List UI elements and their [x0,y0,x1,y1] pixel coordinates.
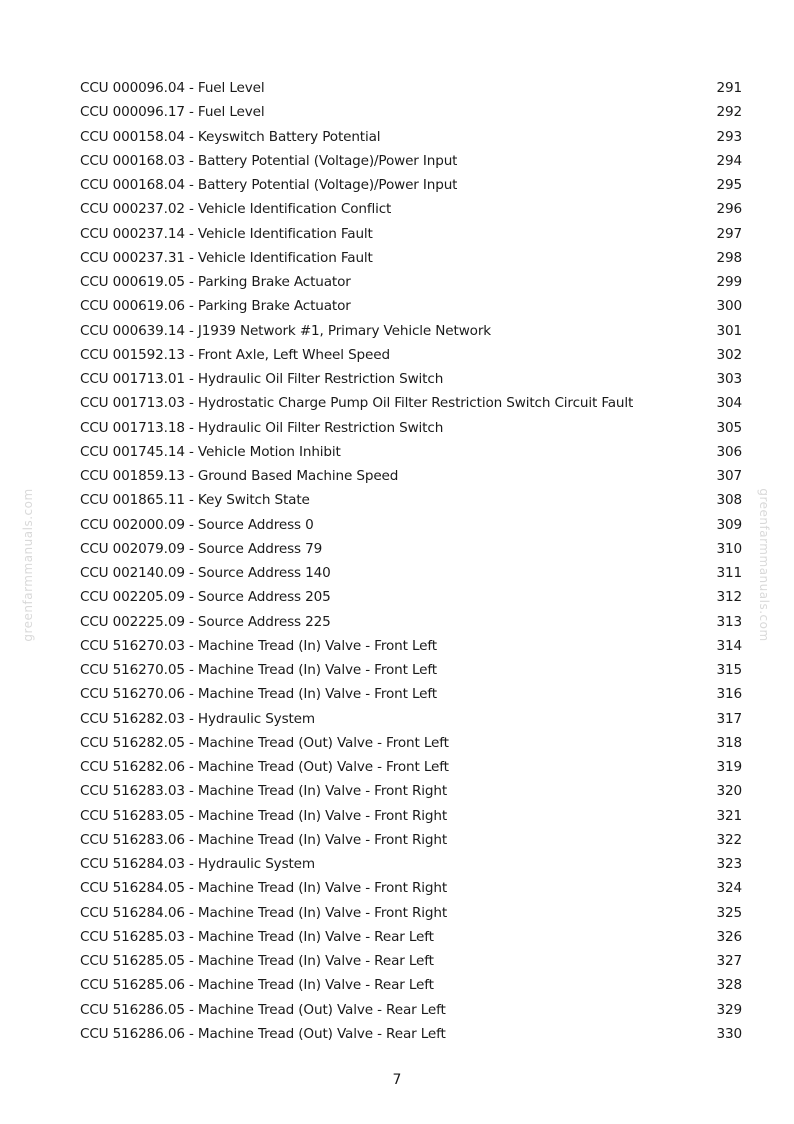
toc-entry-page: 301 [716,322,742,339]
toc-entry-title: CCU 516270.03 - Machine Tread (In) Valve - Front Left [80,637,437,654]
toc-entry-title: CCU 516270.06 - Machine Tread (In) Valve - Front Left [80,686,437,703]
toc-entry[interactable] [80,246,742,270]
toc-entry[interactable] [80,197,742,221]
toc-entry[interactable] [80,173,742,197]
toc-entry-title: CCU 001859.13 - Ground Based Machine Speed [80,468,399,485]
toc-entry-title: CCU 000096.17 - Fuel Level [80,104,265,121]
toc-entry-page: 313 [716,613,742,630]
toc-entry-page: 293 [716,128,742,145]
toc-entry-title: CCU 001865.11 - Key Switch State [80,492,310,509]
toc-entry-title: CCU 000168.03 - Battery Potential (Voltage)/Power Input [80,152,458,169]
toc-entry-page: 296 [716,201,742,218]
toc-entry-title: CCU 000639.14 - J1939 Network #1, Primary Vehicle Network [80,322,491,339]
toc-entry-title: CCU 516270.05 - Machine Tread (In) Valve - Front Left [80,662,437,679]
toc-entry[interactable] [80,100,742,124]
toc-entry[interactable] [80,901,742,925]
toc-entry-title: CCU 516283.06 - Machine Tread (In) Valve - Front Right [80,831,448,848]
toc-entry-page: 328 [716,977,742,994]
toc-entry-title: CCU 516286.06 - Machine Tread (Out) Valve - Rear Left [80,1025,446,1042]
page-number: 7 [392,1072,402,1088]
toc-entry-page: 306 [716,443,742,460]
toc-entry-page: 308 [716,492,742,509]
toc-entry-page: 315 [716,662,742,679]
toc-entry-page: 303 [716,371,742,388]
toc-entry[interactable] [80,391,742,415]
toc-entry[interactable] [80,367,742,391]
toc-entry-title: CCU 002079.09 - Source Address 79 [80,540,323,557]
toc-entry-title: CCU 516284.05 - Machine Tread (In) Valve - Front Right [80,880,448,897]
toc-entry[interactable] [80,585,742,609]
watermark-right: greenfarmmanuals.com [757,488,771,642]
toc-entry-page: 304 [716,395,742,412]
toc-entry[interactable] [80,222,742,246]
toc-entry[interactable] [80,925,742,949]
toc-entry[interactable] [80,804,742,828]
toc-entry-page: 314 [716,637,742,654]
toc-entry-page: 330 [716,1025,742,1042]
toc-entry-page: 326 [716,928,742,945]
toc-entry-title: CCU 516282.03 - Hydraulic System [80,710,315,727]
toc-entry-page: 297 [716,225,742,242]
toc-entry-title: CCU 516284.03 - Hydraulic System [80,856,315,873]
toc-entry[interactable] [80,149,742,173]
toc-entry[interactable] [80,998,742,1022]
toc-entry[interactable] [80,464,742,488]
toc-entry-title: CCU 002225.09 - Source Address 225 [80,613,331,630]
toc-entry[interactable] [80,779,742,803]
toc-entry-title: CCU 002000.09 - Source Address 0 [80,516,314,533]
toc-entry-page: 309 [716,516,742,533]
toc-entry-title: CCU 001745.14 - Vehicle Motion Inhibit [80,443,341,460]
toc-entry-page: 325 [716,904,742,921]
toc-entry-title: CCU 000158.04 - Keyswitch Battery Potential [80,128,381,145]
toc-entry[interactable] [80,755,742,779]
toc-entry[interactable] [80,76,742,100]
toc-entry[interactable] [80,731,742,755]
toc-entry[interactable] [80,561,742,585]
toc-entry-page: 319 [716,759,742,776]
toc-entry-page: 311 [716,565,742,582]
toc-entry-title: CCU 001713.03 - Hydrostatic Charge Pump Oil Filter Restriction Switch Circuit Fault [80,395,634,412]
toc-entry-page: 299 [716,274,742,291]
toc-entry-page: 312 [716,589,742,606]
toc-entry[interactable] [80,488,742,512]
toc-entry-page: 317 [716,710,742,727]
toc-entry-page: 316 [716,686,742,703]
toc-entry-page: 300 [716,298,742,315]
toc-entry-title: CCU 000237.31 - Vehicle Identification Fault [80,249,373,266]
toc-entry[interactable] [80,513,742,537]
table-of-contents [80,76,742,1046]
toc-entry[interactable] [80,707,742,731]
toc-entry-title: CCU 000237.14 - Vehicle Identification Fault [80,225,373,242]
toc-entry[interactable] [80,876,742,900]
toc-entry-page: 294 [716,152,742,169]
toc-entry[interactable] [80,319,742,343]
toc-entry[interactable] [80,610,742,634]
toc-entry-title: CCU 516284.06 - Machine Tread (In) Valve - Front Right [80,904,448,921]
toc-entry[interactable] [80,294,742,318]
toc-entry[interactable] [80,343,742,367]
toc-entry-title: CCU 000619.06 - Parking Brake Actuator [80,298,351,315]
toc-entry-page: 318 [716,734,742,751]
toc-entry-title: CCU 516282.06 - Machine Tread (Out) Valve - Front Left [80,759,449,776]
toc-entry-page: 295 [716,177,742,194]
toc-entry[interactable] [80,852,742,876]
toc-entry-page: 324 [716,880,742,897]
toc-entry-title: CCU 516285.03 - Machine Tread (In) Valve - Rear Left [80,928,434,945]
toc-entry-title: CCU 001713.01 - Hydraulic Oil Filter Restriction Switch [80,371,444,388]
toc-entry-page: 320 [716,783,742,800]
toc-entry-page: 291 [716,80,742,97]
toc-entry[interactable] [80,682,742,706]
toc-entry-title: CCU 000096.04 - Fuel Level [80,80,265,97]
toc-entry-title: CCU 002205.09 - Source Address 205 [80,589,331,606]
toc-entry[interactable] [80,125,742,149]
toc-entry-page: 321 [716,807,742,824]
toc-entry[interactable] [80,634,742,658]
toc-entry-page: 323 [716,856,742,873]
toc-entry[interactable] [80,1022,742,1046]
toc-entry-page: 305 [716,419,742,436]
toc-entry[interactable] [80,416,742,440]
toc-entry-page: 322 [716,831,742,848]
toc-entry-title: CCU 001713.18 - Hydraulic Oil Filter Restriction Switch [80,419,444,436]
toc-entry-page: 292 [716,104,742,121]
toc-entry-page: 298 [716,249,742,266]
toc-entry-title: CCU 000619.05 - Parking Brake Actuator [80,274,351,291]
toc-entry-title: CCU 516285.05 - Machine Tread (In) Valve - Rear Left [80,953,434,970]
toc-entry-page: 329 [716,1001,742,1018]
toc-entry-title: CCU 516286.05 - Machine Tread (Out) Valve - Rear Left [80,1001,446,1018]
toc-entry-title: CCU 516285.06 - Machine Tread (In) Valve - Rear Left [80,977,434,994]
toc-entry-page: 327 [716,953,742,970]
toc-entry-page: 307 [716,468,742,485]
toc-entry[interactable] [80,973,742,997]
toc-entry[interactable] [80,440,742,464]
toc-entry-page: 302 [716,346,742,363]
toc-entry-title: CCU 002140.09 - Source Address 140 [80,565,331,582]
toc-entry[interactable] [80,270,742,294]
toc-entry[interactable] [80,537,742,561]
toc-entry-title: CCU 001592.13 - Front Axle, Left Wheel Speed [80,346,390,363]
toc-entry-title: CCU 000237.02 - Vehicle Identification Conflict [80,201,392,218]
toc-entry-title: CCU 516283.03 - Machine Tread (In) Valve - Front Right [80,783,448,800]
watermark-left: greenfarmmanuals.com [21,488,35,642]
toc-entry[interactable] [80,658,742,682]
toc-entry-page: 310 [716,540,742,557]
toc-entry[interactable] [80,949,742,973]
toc-entry[interactable] [80,828,742,852]
toc-entry-title: CCU 000168.04 - Battery Potential (Voltage)/Power Input [80,177,458,194]
toc-entry-title: CCU 516283.05 - Machine Tread (In) Valve - Front Right [80,807,448,824]
toc-entry-title: CCU 516282.05 - Machine Tread (Out) Valve - Front Left [80,734,449,751]
